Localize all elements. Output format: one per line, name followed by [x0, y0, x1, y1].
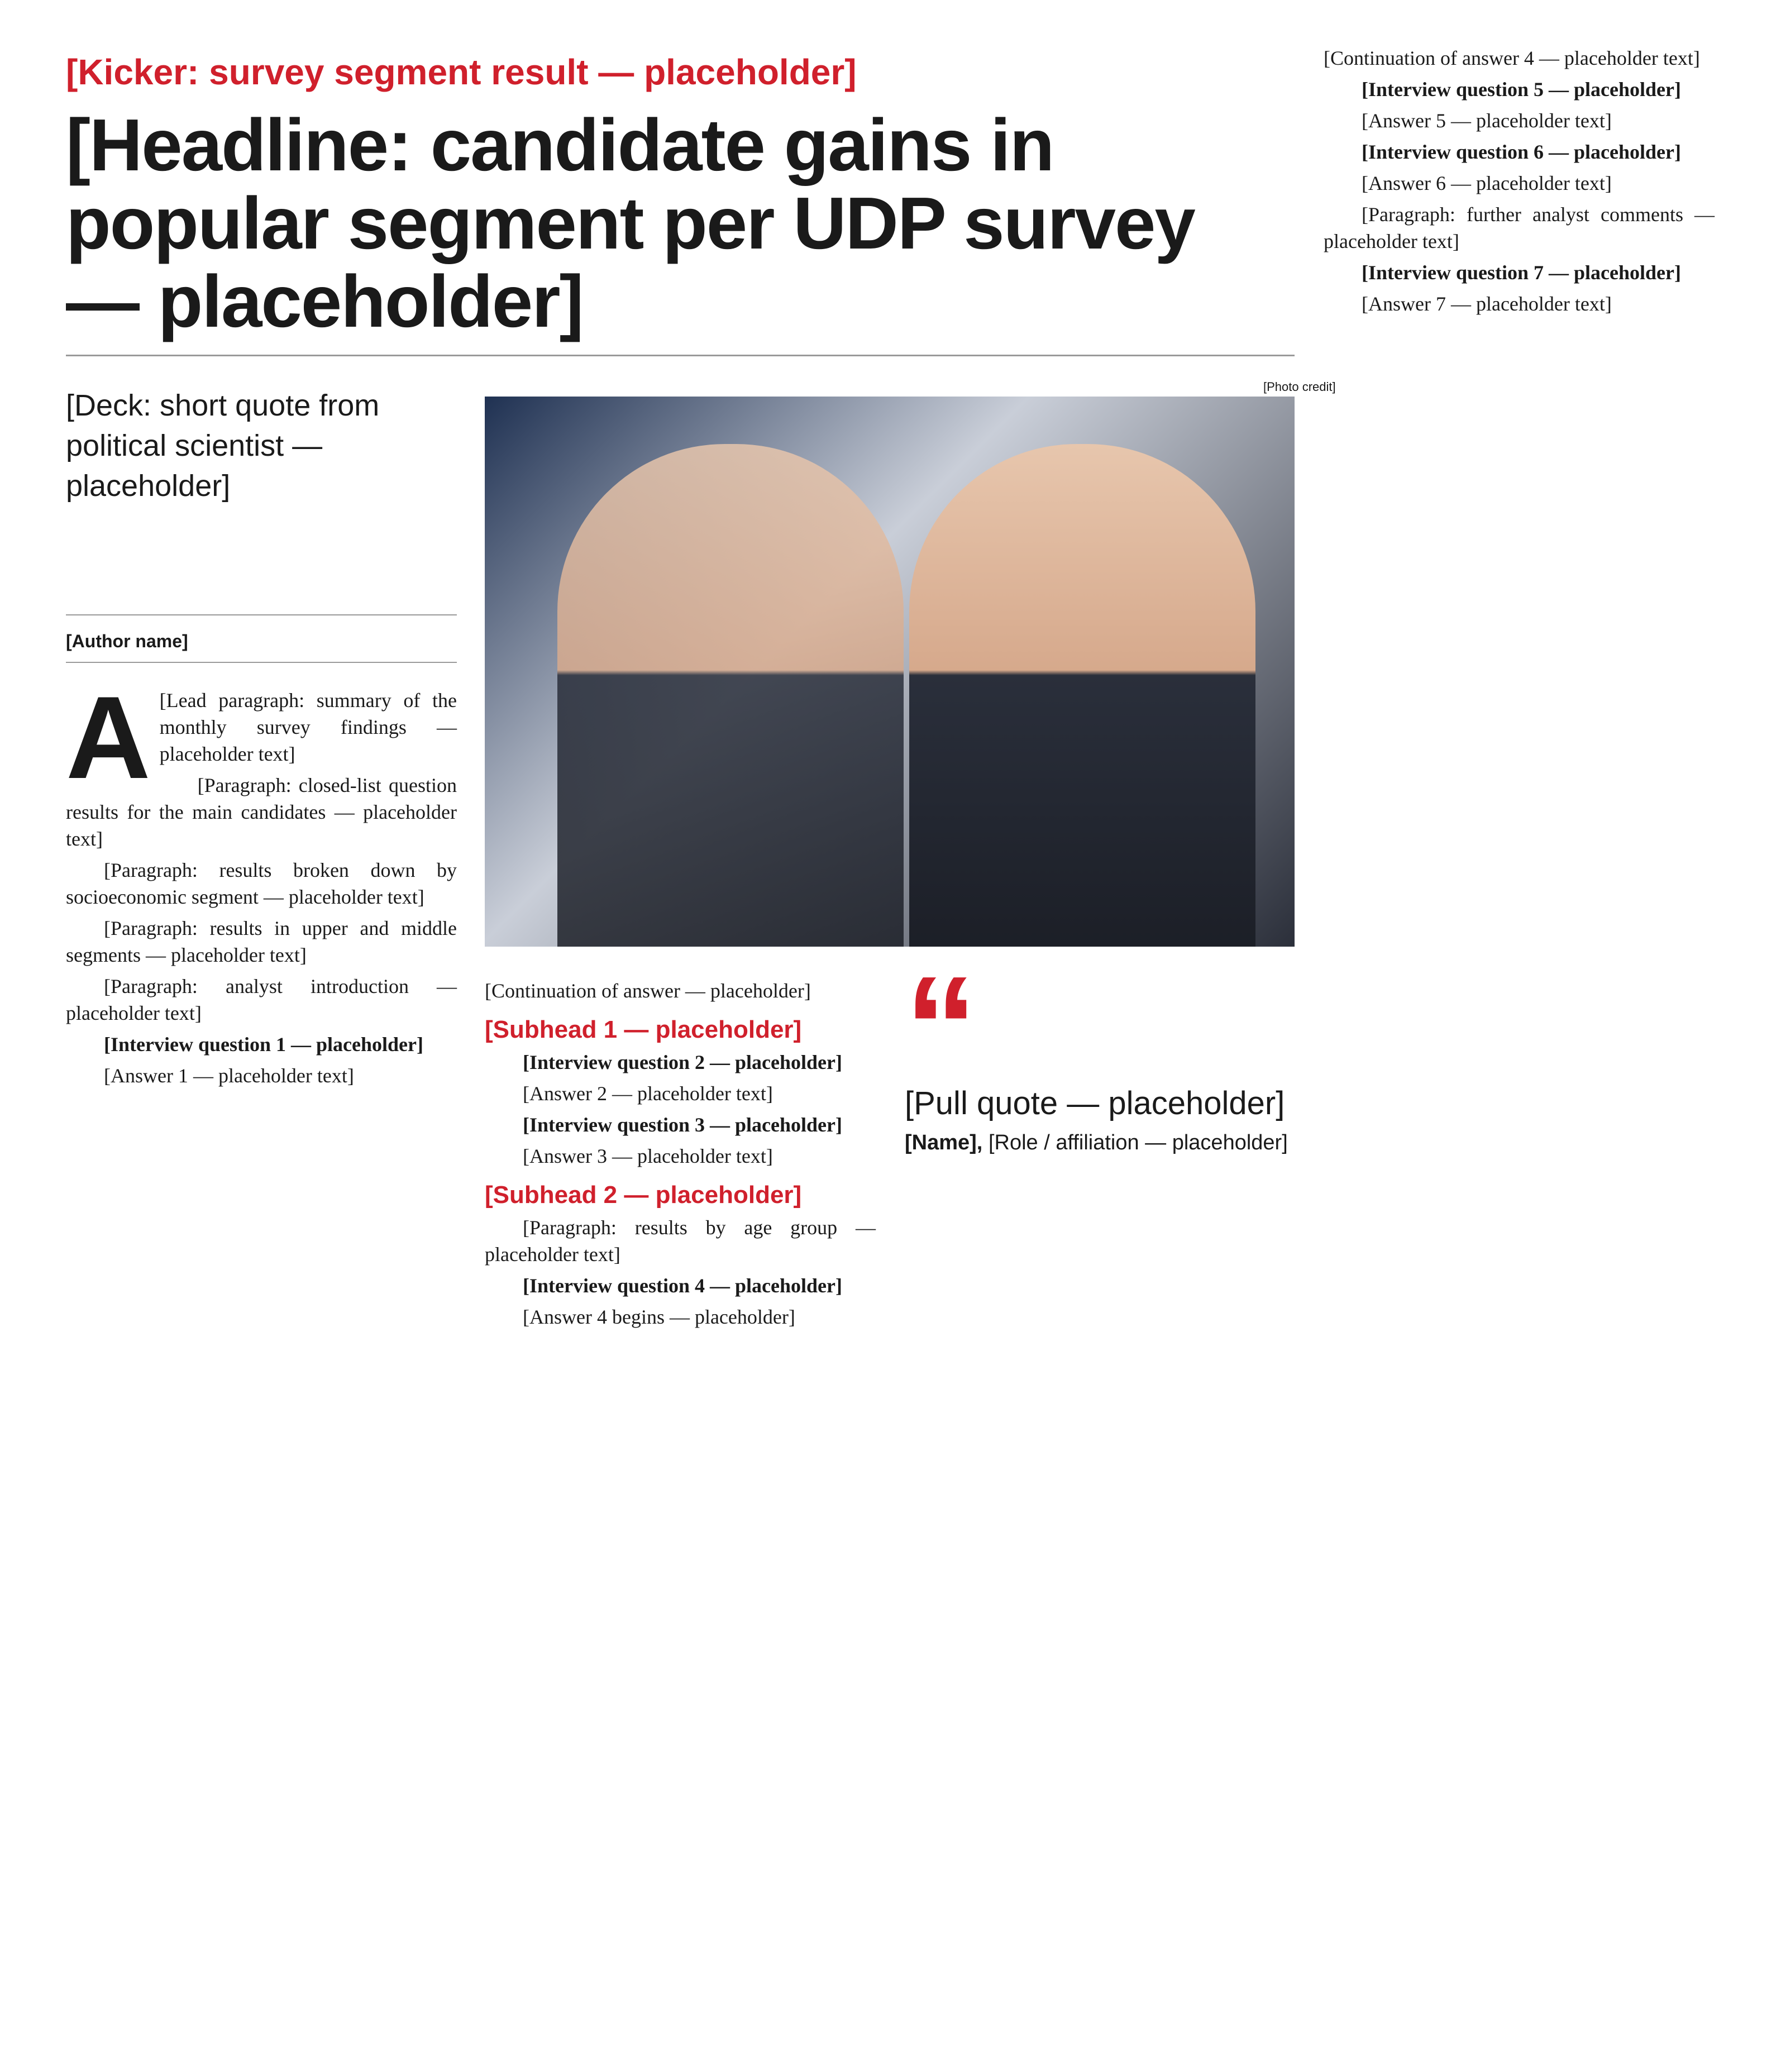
subhead: [Subhead 2 — placeholder]	[485, 1181, 802, 1209]
body-paragraph: [Paragraph: results by age group — placeholder text]	[485, 1216, 876, 1266]
interview-answer: [Answer 2 — placeholder text]	[523, 1082, 773, 1105]
body-paragraph: A [Lead paragraph: summary of the monthly survey findings — placeholder text]	[66, 672, 457, 803]
pull-quote-name: [Name],	[905, 1131, 983, 1154]
quote-mark-icon: “	[905, 947, 977, 1109]
body-paragraph: [Continuation of answer 4 — placeholder text]	[1324, 47, 1700, 69]
interview-question: [Interview question 4 — placeholder]	[523, 1274, 842, 1297]
body-paragraph: [Continuation of answer — placeholder]	[485, 980, 811, 1002]
deck-rule	[66, 614, 457, 615]
body-paragraph: [Paragraph: further analyst comments — placeholder text]	[1324, 203, 1715, 252]
interview-answer: [Answer 6 — placeholder text]	[1362, 172, 1612, 194]
photo-credit: [Photo credit]	[1263, 380, 1336, 394]
deck-quote: [Deck: short quote from political scientist — placeholder]	[66, 389, 380, 503]
interview-question: [Interview question 7 — placeholder]	[1362, 261, 1681, 284]
interview-answer: [Answer 1 — placeholder text]	[104, 1064, 354, 1087]
body-paragraph: [Paragraph: results broken down by socioeconomic segment — placeholder text]	[66, 859, 457, 908]
interview-answer: [Answer 5 — placeholder text]	[1362, 109, 1612, 132]
interview-answer: [Answer 3 — placeholder text]	[523, 1145, 773, 1167]
subhead: [Subhead 1 — placeholder]	[485, 1016, 802, 1043]
byline-rule	[66, 662, 457, 663]
column-4	[1324, 45, 1715, 322]
interview-question: [Interview question 1 — placeholder]	[104, 1033, 423, 1056]
column-2	[485, 977, 876, 1335]
interview-question: [Interview question 3 — placeholder]	[523, 1114, 842, 1136]
headline-rule	[66, 355, 1295, 356]
kicker: [Kicker: survey segment result — placeholder]	[66, 52, 857, 92]
headline: [Headline: candidate gains in popular segment per UDP survey — placeholder]	[66, 104, 1195, 342]
photo-figure-left	[557, 444, 904, 947]
body-paragraph: [Paragraph: results in upper and middle segments — placeholder text]	[66, 917, 457, 966]
interview-answer: [Answer 7 — placeholder text]	[1362, 293, 1612, 315]
interview-answer: [Answer 4 begins — placeholder]	[523, 1306, 795, 1328]
column-1	[66, 672, 457, 1094]
pull-quote-role: [Role / affiliation — placeholder]	[988, 1131, 1288, 1154]
interview-question: [Interview question 2 — placeholder]	[523, 1051, 842, 1073]
pull-quote-text: [Pull quote — placeholder]	[905, 1085, 1285, 1121]
photo	[485, 397, 1295, 947]
photo-figure-right	[909, 444, 1255, 947]
pull-quote	[905, 947, 1296, 1156]
body-paragraph: [Paragraph: analyst introduction — placeholder text]	[66, 975, 457, 1024]
drop-cap: A	[66, 672, 151, 803]
body-paragraph: [Paragraph: closed-list question results for the main candidates — placeholder text]	[66, 774, 457, 850]
interview-question: [Interview question 5 — placeholder]	[1362, 78, 1681, 101]
interview-question: [Interview question 6 — placeholder]	[1362, 141, 1681, 163]
pull-quote-attribution	[905, 1129, 1296, 1156]
byline: [Author name]	[66, 631, 188, 651]
